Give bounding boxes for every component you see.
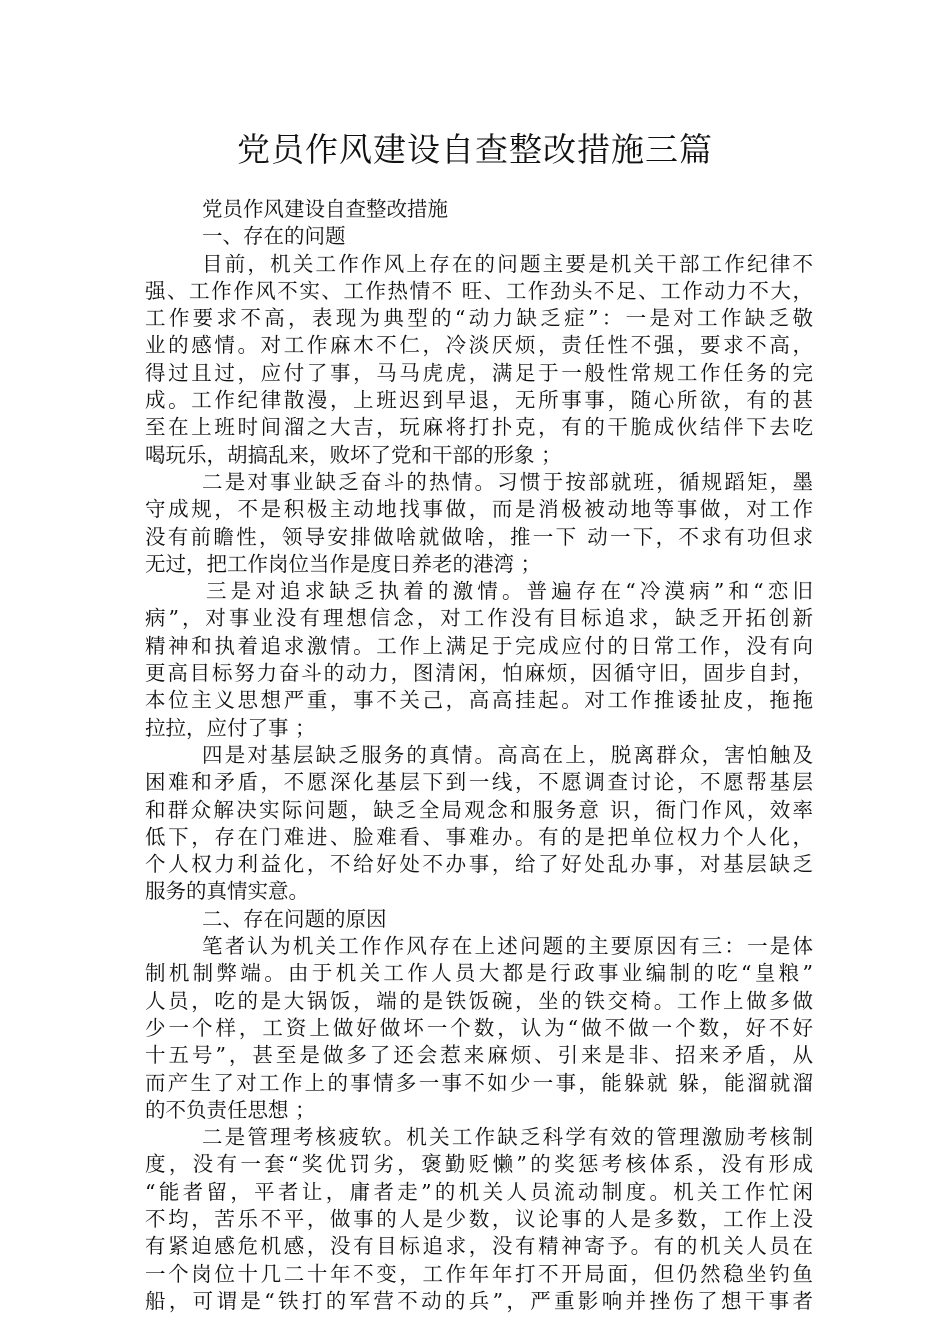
text-line: 守成规，不是积极主动地找事做，而是消极被动地等事做，对工作 bbox=[145, 497, 813, 522]
text-line: 和群众解决实际问题，缺乏全局观念和服务意 识，衙门作风，效率 bbox=[145, 797, 813, 822]
text-line: 没有前瞻性，领导安排做啥就做啥，推一下 动一下，不求有功但求 bbox=[145, 524, 813, 549]
text-line: 业的感情。对工作麻木不仁，冷淡厌烦，责任性不强，要求不高， bbox=[145, 333, 813, 358]
text-line: 困难和矛盾，不愿深化基层下到一线，不愿调查讨论，不愿帮基层 bbox=[145, 770, 813, 795]
text-line: 船，可谓是“铁打的军营不动的兵”，严重影响并挫伤了想干事者 bbox=[145, 1288, 813, 1313]
text-line: 二是管理考核疲软。机关工作缺乏科学有效的管理激励考核制 bbox=[202, 1125, 813, 1150]
text-line: 拉拉，应付了事 ； bbox=[145, 715, 316, 740]
text-line: 得过且过，应付了事，马马虎虎，满足于一般性常规工作任务的完 bbox=[145, 360, 813, 385]
text-line: 二、存在问题的原因 bbox=[202, 906, 387, 931]
text-line: 少一个样，工资上做好做坏一个数，认为“做不做一个数，好不好 bbox=[145, 1015, 813, 1040]
text-line: 一个岗位十几二十年不变，工作年年打不开局面，但仍然稳坐钓鱼 bbox=[145, 1261, 813, 1286]
text-line: 目前，机关工作作风上存在的问题主要是机关干部工作纪律不 bbox=[202, 251, 813, 276]
text-line: 无过，把工作岗位当作是度日养老的港湾 ； bbox=[145, 551, 542, 576]
text-line: 不均，苦乐不平，做事的人是少数，议论事的人是多数，工作上没 bbox=[145, 1206, 813, 1231]
text-line: 笔者认为机关工作作风存在上述问题的主要原因有三：一是体 bbox=[202, 934, 813, 959]
text-line: 的不负责任思想 ； bbox=[145, 1097, 316, 1122]
text-line: 制机制弊端。由于机关工作人员大都是行政事业编制的吃“皇粮” bbox=[145, 961, 813, 986]
text-line: 人员，吃的是大锅饭，端的是铁饭碗，坐的铁交椅。工作上做多做 bbox=[145, 988, 813, 1013]
text-line: 度，没有一套“奖优罚劣，褒勤贬懒”的奖惩考核体系，没有形成 bbox=[145, 1152, 813, 1177]
text-line: 强、工作作风不实、工作热情不 旺、工作劲头不足、工作动力不大， bbox=[145, 278, 813, 303]
text-line: 三是对追求缺乏执着的激情。普遍存在“冷漠病”和“恋旧 bbox=[206, 579, 813, 604]
text-line: 四是对基层缺乏服务的真情。高高在上，脱离群众，害怕触及 bbox=[202, 742, 813, 767]
text-line: 喝玩乐，胡搞乱来，败坏了党和干部的形象 ； bbox=[145, 442, 562, 467]
text-line: 成。工作纪律散漫，上班迟到早退，无所事事，随心所欲，有的甚 bbox=[145, 388, 813, 413]
text-line: 十五号”，甚至是做多了还会惹来麻烦、引来是非、招来矛盾，从 bbox=[145, 1043, 813, 1068]
text-line: 病”，对事业没有理想信念，对工作没有目标追求，缺乏开拓创新 bbox=[145, 606, 813, 631]
text-line: 而产生了对工作上的事情多一事不如少一事，能躲就 躲，能溜就溜 bbox=[145, 1070, 813, 1095]
document-title: 党员作风建设自查整改措施三篇 bbox=[237, 130, 713, 169]
text-line: “能者留，平者让，庸者走”的机关人员流动制度。机关工作忙闲 bbox=[145, 1179, 813, 1204]
text-line: 至在上班时间溜之大吉，玩麻将打扑克，有的干脆成伙结伴下去吃 bbox=[145, 415, 813, 440]
text-line: 工作要求不高，表现为典型的“动力缺乏症”：一是对工作缺乏敬 bbox=[145, 306, 813, 331]
text-line: 精神和执着追求激情。工作上满足于完成应付的日常工作，没有向 bbox=[145, 633, 813, 658]
text-line: 本位主义思想严重，事不关己，高高挂起。对工作推诿扯皮，拖拖 bbox=[145, 688, 813, 713]
text-line: 更高目标努力奋斗的动力，图清闲，怕麻烦，因循守旧，固步自封， bbox=[145, 661, 813, 686]
document-body bbox=[145, 196, 813, 1315]
text-line: 一、存在的问题 bbox=[202, 224, 346, 249]
text-line: 有紧迫感危机感，没有目标追求，没有精神寄予。有的机关人员在 bbox=[145, 1234, 813, 1259]
text-line: 服务的真情实意。 bbox=[145, 879, 309, 904]
text-line: 党员作风建设自查整改措施 bbox=[202, 197, 448, 221]
text-line: 低下，存在门难进、脸难看、事难办。有的是把单位权力个人化， bbox=[145, 824, 813, 849]
text-line: 二是对事业缺乏奋斗的热情。习惯于按部就班，循规蹈矩，墨 bbox=[202, 469, 813, 494]
text-line: 个人权力利益化，不给好处不办事，给了好处乱办事，对基层缺乏 bbox=[145, 852, 813, 877]
